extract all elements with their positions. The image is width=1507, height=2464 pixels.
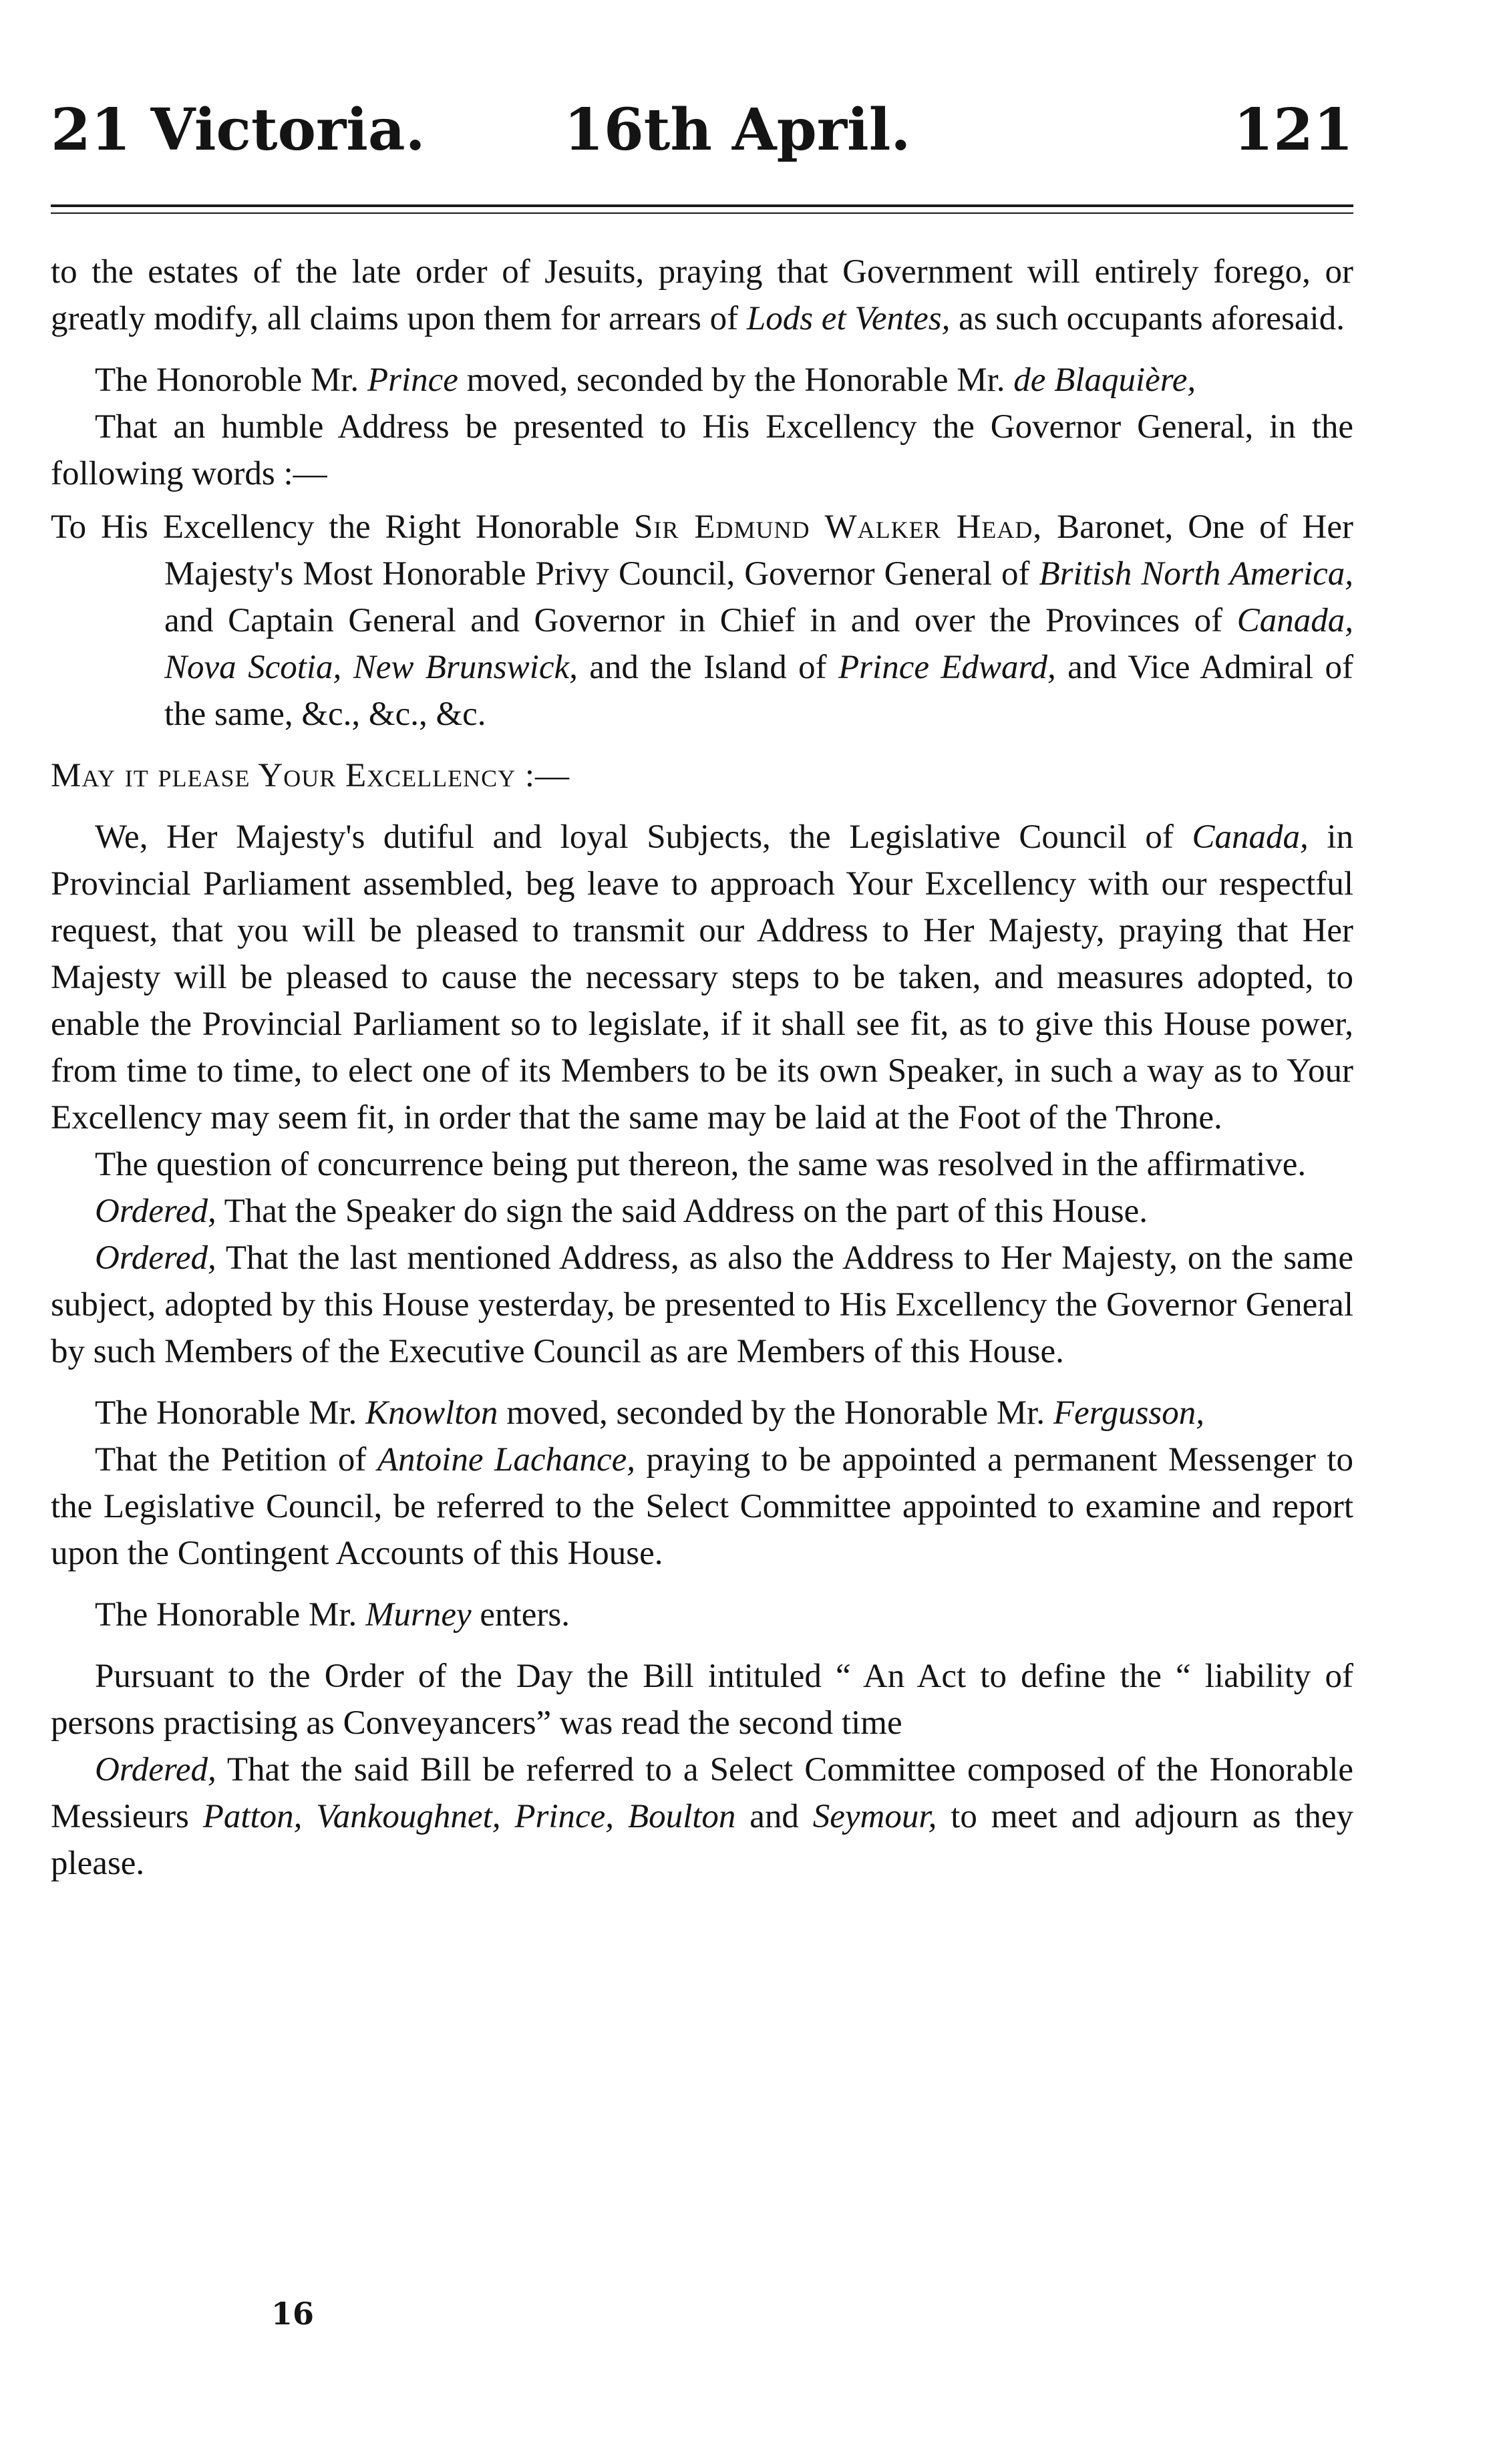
paragraph-ordered-presented: Ordered, That the last mentioned Address, as also the Address to Her Majesty, on the same subject, adopted by this House yesterday, be presented to His Excellency the Governor General by such Members of the Executive Council as are Members of this House. [51,1239,1353,1370]
paragraph-address-text: We, Her Majesty's dutiful and loyal Subjects, the Legislative Council of Canada, in Provincial Parliament assembled, beg leave to approach Your Excellency with our respectful request, that you will be pleased to transmit our Address to Her Majesty, praying that Her Majesty will be pleased to cause the necessary steps to be taken, and measures adopted, to enable the Provincial Parliament so to legislate, if it shall see fit, as to give this House power, from time to time, to elect one of its Members to be its own Speaker, in such a way as to Your Excellency may seem fit, in order that the same may be laid at the Foot of the Throne. [51,818,1353,1136]
header-rule-thick [51,204,1353,207]
paragraph-select-committee: Ordered, That the said Bill be referred to a Select Committee composed of the Honorable Messieurs Patton, Vankoughnet, Prince, Boulton and Seymour, to meet and adjourn as they please. [51,1751,1353,1882]
header-rule-thin [51,212,1353,214]
reign-label: 21 Victoria. [51,96,426,164]
page-header [51,94,1353,167]
paragraph-lachance-petition: That the Petition of Antoine Lachance, praying to be appointed a permanent Messenger to the Legislative Council, be referred to the Select Committee appointed to examine and report upon the Contingent Accounts of this House. [51,1441,1353,1572]
paragraph-jesuit-estates: to the estates of the late order of Jesuits, praying that Government will entirely forego, or greatly modify, all claims upon them for arrears of Lods et Ventes, as such occupants aforesaid. [51,253,1353,337]
paragraph-concurrence: The question of concurrence being put thereon, the same was resolved in the affirmative. [95,1146,1307,1183]
paragraph-prince-motion: The Honoroble Mr. Prince moved, seconded by the Honorable Mr. de Blaquière, [95,361,1196,399]
lods-et-ventes: Lods et Ventes, [746,300,951,337]
paragraph-conveyancers-bill: Pursuant to the Order of the Day the Bill intituled “ An Act to define the “ liability of persons practising as Conveyancers” was read the second time [51,1658,1353,1742]
salutation: May it please Your Excellency :— [51,757,570,794]
paragraph-address-heading: To His Excellency the Right Honorable Sir Edmund Walker Head, Baronet, One of Her Majesty's Most Honorable Privy Council, Governor General of British North America, and Captain General and Governor in Chief in and over the Provinces of Canada, Nova Scotia, New Brunswick, and the Island of Prince Edward, and Vice Admiral of the same, &c., &c., &c. [51,508,1353,733]
paragraph-ordered-speaker: Ordered, That the Speaker do sign the said Address on the part of this House. [95,1193,1148,1230]
page-body [51,249,1353,1887]
paragraph-knowlton-motion: The Honorable Mr. Knowlton moved, seconded by the Honorable Mr. Fergusson, [95,1394,1205,1432]
signature-mark: 16 [271,2296,315,2332]
date-label: 16th April. [564,96,911,164]
paragraph-address-intro: That an humble Address be presented to His Excellency the Governor General, in the following words :— [51,408,1353,492]
paragraph-murney-enters: The Honorable Mr. Murney enters. [95,1596,570,1634]
page-number: 121 [1233,96,1353,164]
